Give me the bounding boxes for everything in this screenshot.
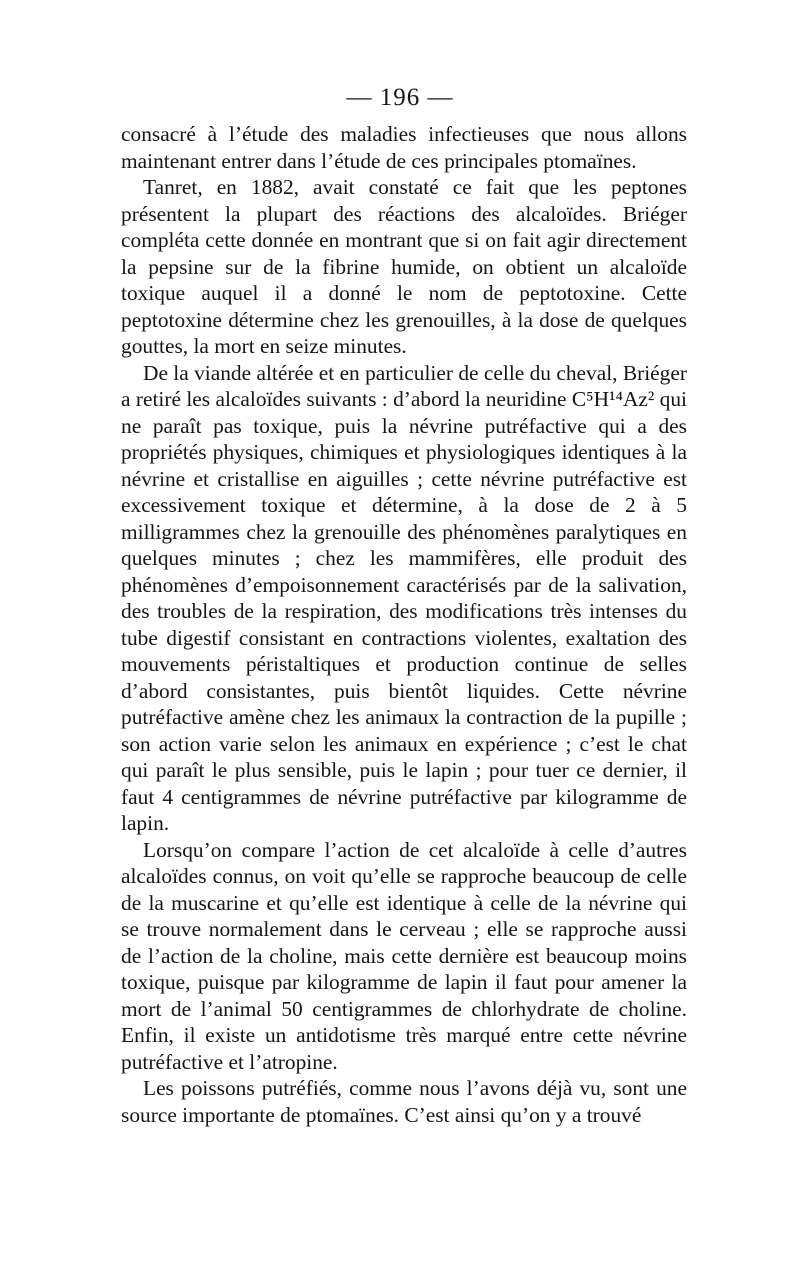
paragraph: Lorsqu’on compare l’action de cet alcaloïde à celle d’autres alcaloïdes connus, on voit qu’elle se rapproche beaucoup de celle de la muscarine et qu’elle est identique à celle de la névrine qui se trouve normalement dans le cerveau ; elle se rapproche aussi de l’action de la choline, mais cette dernière est beaucoup moins toxique, puisque par kilogramme de lapin il faut pour amener la mort de l’animal 50 centigrammes de chlorhydrate de choline. Enfin, il existe un antidotisme très marqué entre cette névrine putréfactive et l’atropine. — [121, 837, 687, 1074]
paragraph: Tanret, en 1882, avait constaté ce fait que les peptones présentent la plupart des réactions des alcaloïdes. Briéger compléta cette donnée en montrant que si on fait agir directement la pepsine sur de la fibrine humide, on obtient un alcaloïde toxique auquel il a donné le nom de peptotoxine. Cette peptotoxine détermine chez les grenouilles, à la dose de quelques gouttes, la mort en seize minutes. — [121, 175, 687, 358]
paragraph: consacré à l’étude des maladies infectieuses que nous allons maintenant entrer dans l’étude de ces principales ptomaïnes. — [121, 122, 687, 173]
page-body — [121, 121, 687, 1128]
page-number: — 196 — — [346, 84, 454, 111]
paragraph: De la viande altérée et en particulier de celle du cheval, Briéger a retiré les alcaloïdes suivants : d’abord la neuridine C⁵H¹⁴Az² qui ne paraît pas toxique, puis la névrine putréfactive qui a des propriétés physiques, chimiques et physiologiques identiques à la névrine et cristallise en aiguilles ; cette névrine putréfactive est excessivement toxique et détermine, à la dose de 2 à 5 milligrammes chez la grenouille des phénomènes paralytiques en quelques minutes ; chez les mammifères, elle produit des phénomènes d’empoisonnement caractérisés par de la salivation, des troubles de la respiration, des modifications très intenses du tube digestif consistant en contractions violentes, exaltation des mouvements péristaltiques et production continue de selles d’abord consistantes, puis bientôt liquides. Cette névrine putréfactive amène chez les animaux la contraction de la pupille ; son action varie selon les animaux en expérience ; c’est le chat qui paraît le plus sensible, puis le lapin ; pour tuer ce dernier, il faut 4 centigrammes de névrine putréfactive par kilogramme de lapin. — [121, 360, 687, 835]
paragraph: Les poissons putréfiés, comme nous l’avons déjà vu, sont une source importante de ptomaïnes. C’est ainsi qu’on y a trouvé — [121, 1076, 687, 1127]
